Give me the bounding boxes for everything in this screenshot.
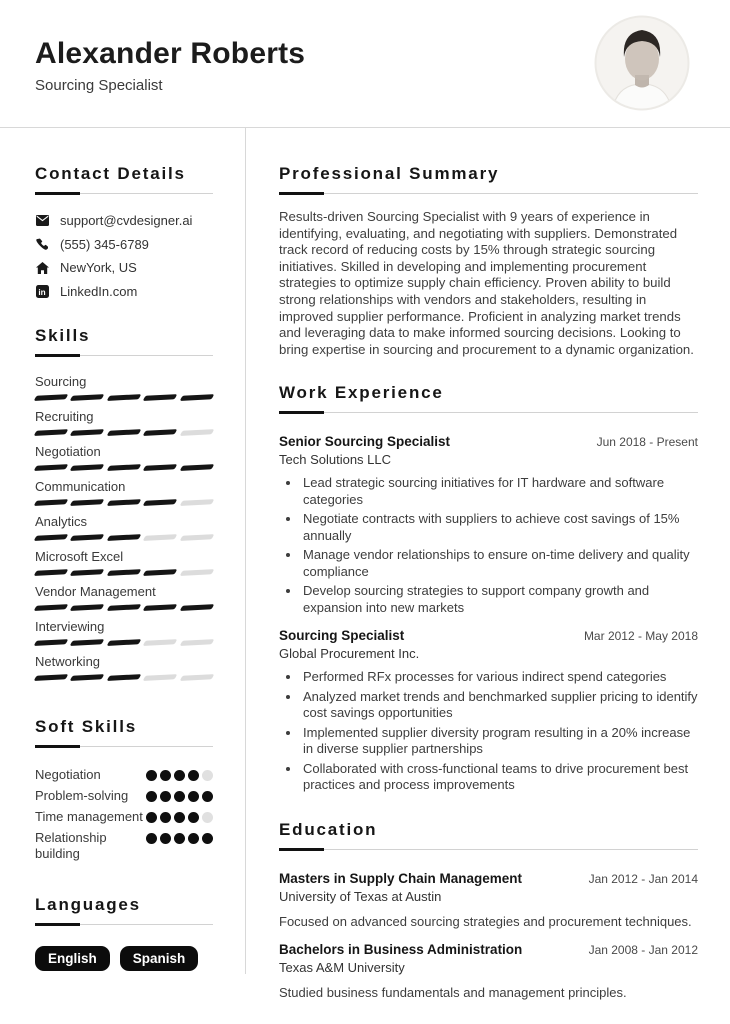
skill-bar-segment — [143, 464, 178, 471]
job-bullet: • Negotiate contracts with suppliers to achieve cost savings of 15% annually — [301, 511, 698, 544]
skill-bar-segment — [143, 394, 178, 401]
skill-item — [35, 549, 213, 575]
contact-item-email — [35, 213, 213, 228]
education-list — [279, 870, 698, 1002]
languages-section — [35, 895, 213, 972]
header-text — [35, 37, 305, 94]
soft-skill-label: Problem-solving — [35, 787, 129, 803]
left-column — [0, 128, 245, 1002]
resume-header — [0, 0, 730, 127]
contact-item-location — [35, 260, 213, 275]
job-bullet: • Performed RFx processes for various indirect spend categories — [301, 669, 698, 686]
soft-skill-label: Time management — [35, 808, 143, 824]
degree-title: Masters in Supply Chain Management — [279, 870, 523, 886]
soft-skill-dots — [146, 812, 213, 823]
skill-level-bar — [35, 465, 213, 470]
job-company: Global Procurement Inc. — [279, 646, 420, 662]
skill-bar-segment — [143, 639, 178, 646]
education-description: Focused on advanced sourcing strategies and procurement techniques. — [279, 913, 692, 929]
job-title: Sourcing Specialist — [279, 628, 405, 644]
skill-bar-segment — [179, 674, 214, 681]
soft-skill-dot — [160, 812, 171, 823]
job-bullet: • Implemented supplier diversity program resulting in a 20% increase in diverse supplier partnerships — [301, 725, 698, 758]
contact-email: support@cvdesigner.ai — [60, 213, 193, 228]
skill-level-bar — [35, 395, 213, 400]
education-heading: Education — [279, 820, 698, 850]
job-title: Senior Sourcing Specialist — [279, 434, 451, 450]
education-description: Studied business fundamentals and management principles. — [279, 985, 627, 1001]
job-dates: Jun 2018 - Present — [596, 435, 698, 450]
education-dates: Jan 2008 - Jan 2012 — [588, 943, 698, 958]
job-bullets — [279, 669, 698, 794]
skill-label: Networking — [35, 653, 101, 669]
skill-bar-segment — [70, 394, 105, 401]
soft-skill-label: Relationship building — [35, 829, 107, 861]
skill-bar-segment — [70, 499, 105, 506]
skills-heading: Skills — [35, 326, 213, 356]
skill-bar-segment — [34, 604, 69, 611]
skill-bar-segment — [179, 499, 214, 506]
soft-skill-dot — [188, 791, 199, 802]
soft-skills-heading: Soft Skills — [35, 717, 213, 747]
school-name: Texas A&M University — [279, 960, 405, 976]
skill-bar-segment — [179, 534, 214, 541]
right-column — [246, 128, 730, 1002]
summary-section — [279, 164, 698, 358]
contact-linkedin: LinkedIn.com — [60, 283, 138, 299]
linkedin-icon — [35, 285, 49, 298]
skill-bar-segment — [179, 569, 214, 576]
skill-bar-segment — [179, 429, 214, 436]
job-header — [279, 627, 698, 644]
experience-heading: Work Experience — [279, 383, 698, 413]
skill-bar-segment — [179, 639, 214, 646]
candidate-name: Alexander Roberts — [35, 37, 306, 70]
soft-skill-dots — [146, 791, 213, 802]
language-badge: English — [35, 946, 110, 972]
skill-label: Communication — [35, 478, 126, 494]
avatar — [594, 15, 690, 111]
soft-skill-dot — [160, 791, 171, 802]
skills-section — [35, 326, 213, 680]
job-bullets — [279, 475, 698, 616]
skill-bar-segment — [143, 569, 178, 576]
soft-skill-dot — [202, 770, 213, 781]
skill-bar-segment — [70, 639, 105, 646]
experience-section — [279, 383, 698, 794]
job-entry — [279, 627, 698, 794]
skill-label: Interviewing — [35, 618, 105, 634]
skill-bar-segment — [106, 674, 141, 681]
soft-skill-dot — [188, 833, 199, 844]
summary-heading: Professional Summary — [279, 164, 698, 194]
skill-bar-segment — [106, 499, 141, 506]
job-bullet: • Manage vendor relationships to ensure on-time delivery and quality compliance — [301, 547, 698, 580]
contact-item-phone — [35, 237, 213, 252]
contact-location: NewYork, US — [60, 260, 137, 275]
skill-item — [35, 654, 213, 680]
skill-level-bar — [35, 675, 213, 680]
skills-list — [35, 374, 213, 680]
skill-bar-segment — [143, 674, 178, 681]
skill-item — [35, 409, 213, 435]
email-icon — [35, 214, 49, 227]
skill-bar-segment — [106, 394, 141, 401]
skill-level-bar — [35, 605, 213, 610]
soft-skill-dot — [174, 791, 185, 802]
soft-skill-dot — [146, 791, 157, 802]
skill-bar-segment — [34, 534, 69, 541]
skill-bar-segment — [106, 429, 141, 436]
skill-bar-segment — [106, 534, 141, 541]
skill-bar-segment — [70, 674, 105, 681]
soft-skill-dot — [160, 833, 171, 844]
skill-bar-segment — [143, 534, 178, 541]
soft-skill-item — [35, 788, 213, 804]
skill-bar-segment — [179, 604, 214, 611]
skill-label: Microsoft Excel — [35, 548, 124, 564]
soft-skill-dot — [174, 812, 185, 823]
skill-bar-segment — [34, 429, 69, 436]
skill-bar-segment — [70, 464, 105, 471]
contact-phone: (555) 345-6789 — [60, 236, 149, 252]
skill-bar-segment — [179, 464, 214, 471]
skill-bar-segment — [34, 639, 69, 646]
skill-label: Vendor Management — [35, 583, 156, 599]
soft-skills-list — [35, 767, 213, 862]
soft-skills-section — [35, 717, 213, 862]
job-bullet: • Lead strategic sourcing initiatives for IT hardware and software categories — [301, 475, 698, 508]
skill-bar-segment — [34, 394, 69, 401]
skill-bar-segment — [143, 604, 178, 611]
skill-level-bar — [35, 500, 213, 505]
soft-skill-item — [35, 767, 213, 783]
soft-skill-label: Negotiation — [35, 766, 101, 782]
soft-skill-dot — [146, 833, 157, 844]
soft-skill-item — [35, 809, 213, 825]
skill-level-bar — [35, 640, 213, 645]
skill-bar-segment — [143, 429, 178, 436]
education-entry — [279, 941, 698, 1002]
language-badge: Spanish — [120, 946, 199, 972]
soft-skill-dot — [146, 812, 157, 823]
summary-text: Results-driven Sourcing Specialist with 9 years of experience in identifying, evaluating, and negotiating with suppliers. Demonstrated track record of reducing costs by 15% through strategic sourcing initiatives. Skilled in developing and implementing procurement strategies to optimize supply chain efficiency. Proven ability to build strong relationships with vendors and stakeholders, resulting in improved supplier performance. Proficient in analyzing market trends and leveraging data to make informed sourcing decisions. Looking to bring expertise in sourcing and procurement to a dynamic organization. — [279, 209, 694, 357]
job-bullet: • Analyzed market trends and benchmarked supplier pricing to identify cost savings opportunities — [301, 689, 698, 722]
job-bullet: • Develop sourcing strategies to support company growth and expansion into new markets — [301, 583, 698, 616]
education-header — [279, 941, 698, 958]
skill-bar-segment — [179, 394, 214, 401]
education-header — [279, 870, 698, 887]
skill-item — [35, 514, 213, 540]
skill-label: Analytics — [35, 513, 88, 529]
skill-item — [35, 374, 213, 400]
skill-level-bar — [35, 430, 213, 435]
soft-skill-dot — [174, 833, 185, 844]
soft-skill-dot — [202, 833, 213, 844]
skill-bar-segment — [106, 569, 141, 576]
contact-heading: Contact Details — [35, 164, 213, 194]
resume-body — [0, 127, 730, 1002]
job-header — [279, 433, 698, 450]
skill-bar-segment — [106, 604, 141, 611]
skill-label: Recruiting — [35, 408, 94, 424]
skill-bar-segment — [143, 499, 178, 506]
phone-icon — [35, 238, 49, 251]
skill-bar-segment — [70, 604, 105, 611]
education-section — [279, 820, 698, 1002]
skill-level-bar — [35, 570, 213, 575]
skill-bar-segment — [106, 639, 141, 646]
candidate-job-title: Sourcing Specialist — [35, 77, 163, 94]
languages-heading: Languages — [35, 895, 213, 925]
school-name: University of Texas at Austin — [279, 888, 442, 904]
contact-item-linkedin — [35, 284, 213, 299]
job-dates: Mar 2012 - May 2018 — [583, 629, 698, 644]
soft-skill-dots — [146, 833, 213, 844]
soft-skill-dot — [188, 770, 199, 781]
soft-skill-dot — [202, 791, 213, 802]
skill-bar-segment — [34, 569, 69, 576]
skill-label: Negotiation — [35, 443, 101, 459]
contact-section — [35, 164, 213, 299]
soft-skill-item — [35, 830, 213, 862]
jobs-list — [279, 433, 698, 794]
skill-item — [35, 584, 213, 610]
skill-bar-segment — [34, 499, 69, 506]
job-entry — [279, 433, 698, 616]
soft-skill-dot — [188, 812, 199, 823]
skill-item — [35, 619, 213, 645]
skill-bar-segment — [106, 464, 141, 471]
skill-item — [35, 444, 213, 470]
skill-bar-segment — [34, 464, 69, 471]
soft-skill-dot — [160, 770, 171, 781]
job-bullet: • Collaborated with cross-functional teams to drive procurement best practices and process improvements — [301, 761, 698, 794]
soft-skill-dots — [146, 770, 213, 781]
contact-list — [35, 213, 213, 299]
education-dates: Jan 2012 - Jan 2014 — [588, 871, 698, 886]
soft-skill-dot — [174, 770, 185, 781]
avatar-photo-icon — [594, 15, 690, 111]
education-entry — [279, 870, 698, 931]
soft-skill-dot — [146, 770, 157, 781]
skill-bar-segment — [34, 674, 69, 681]
skill-level-bar — [35, 535, 213, 540]
skill-bar-segment — [70, 534, 105, 541]
skill-bar-segment — [70, 429, 105, 436]
degree-title: Bachelors in Business Administration — [279, 942, 523, 958]
skill-bar-segment — [70, 569, 105, 576]
job-company: Tech Solutions LLC — [279, 452, 392, 468]
skill-item — [35, 479, 213, 505]
svg-text:in: in — [37, 287, 46, 297]
languages-list — [35, 946, 213, 972]
skill-label: Sourcing — [35, 373, 87, 389]
soft-skill-dot — [202, 812, 213, 823]
home-icon — [35, 261, 49, 274]
